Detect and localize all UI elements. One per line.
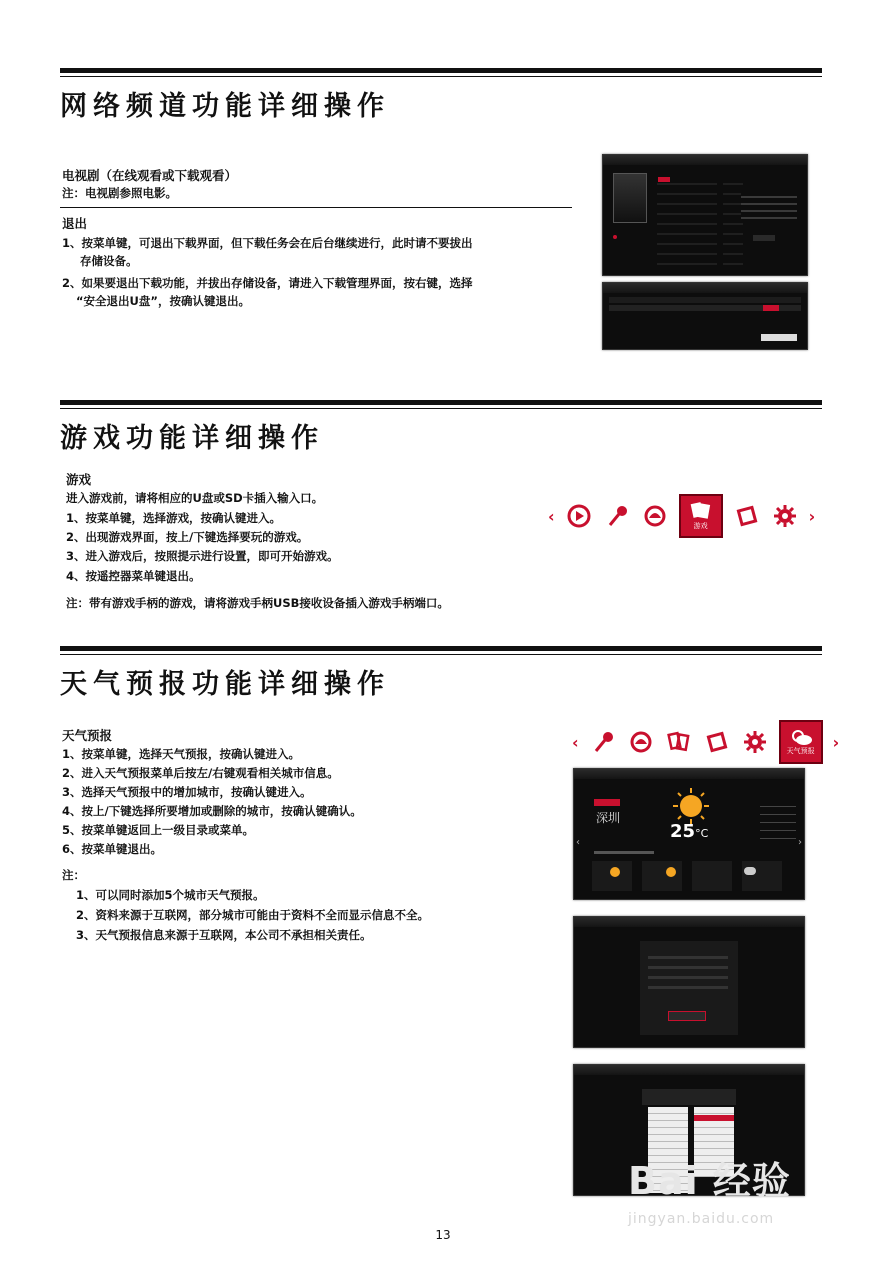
gear-icon — [771, 502, 799, 530]
instruction-line: 4、按遥控器菜单键退出。 — [66, 569, 201, 583]
chevron-left-icon: ‹ — [548, 506, 555, 526]
instruction-line: 2、如果要退出下载功能，并拔出存储设备，请进入下载管理界面，按右键，选择 — [62, 276, 473, 290]
page-number: 13 — [435, 1228, 451, 1242]
instruction-line: 2、进入天气预报菜单后按左/右键观看相关城市信息。 — [62, 766, 339, 780]
note-label: 注： — [62, 868, 85, 882]
note-item: 2、资料来源于互联网，部分城市可能由于资料不全而显示信息不全。 — [76, 908, 429, 922]
note-text: 注：电视剧参照电影。 — [62, 186, 177, 200]
weather-screenshot: 深圳 25°C ‹ › — [573, 768, 805, 900]
game-icon — [665, 728, 693, 756]
section-title: 游戏功能详细操作 — [60, 423, 324, 454]
gear-icon — [741, 728, 769, 756]
temperature: 25°C — [670, 821, 709, 842]
watermark — [628, 1150, 791, 1227]
note-text: 注：带有游戏手柄的游戏，请将游戏手柄USB接收设备插入游戏手柄端口。 — [66, 596, 449, 610]
globe-icon — [641, 502, 669, 530]
chevron-right-icon: › — [832, 732, 840, 752]
microphone-icon — [589, 728, 617, 756]
instruction-line: 5、按菜单键返回上一级目录或菜单。 — [62, 823, 254, 837]
microphone-icon — [603, 502, 631, 530]
section-rule — [60, 654, 822, 655]
instruction-line: “安全退出U盘”，按确认键退出。 — [76, 294, 250, 308]
section-title: 天气预报功能详细操作 — [60, 669, 390, 700]
section-rule — [60, 68, 822, 73]
section-rule — [60, 408, 822, 409]
instruction-line: 存储设备。 — [80, 254, 138, 268]
instruction-line: 1、按菜单键，选择天气预报，按确认键进入。 — [62, 747, 300, 761]
instruction-line: 进入游戏前，请将相应的U盘或SD卡插入输入口。 — [66, 491, 324, 505]
subsection-title: 游戏 — [66, 472, 92, 487]
section-rule — [60, 76, 822, 77]
tv-series-screenshot — [602, 154, 808, 276]
menu-icon-strip — [572, 720, 839, 764]
instruction-line: 4、按上/下键选择所要增加或删除的城市，按确认键确认。 — [62, 804, 362, 818]
subsection-title: 电视剧（在线观看或下载观看） — [62, 168, 238, 183]
globe-icon — [627, 728, 655, 756]
instruction-line: 1、按菜单键，可退出下载界面，但下载任务会在后台继续进行，此时请不要拔出 — [62, 236, 473, 250]
note-item: 1、可以同时添加5个城市天气预报。 — [76, 888, 265, 902]
city-name: 深圳 — [596, 811, 621, 825]
add-city-screenshot — [573, 916, 805, 1048]
instruction-line: 3、进入游戏后，按照提示进行设置，即可开始游戏。 — [66, 549, 339, 563]
subsection-title: 退出 — [62, 216, 88, 231]
chevron-left-icon: ‹ — [572, 732, 579, 752]
game-icon: 游戏 — [679, 494, 723, 538]
note-item: 3、天气预报信息来源于互联网，本公司不承担相关责任。 — [76, 928, 372, 942]
weather-icon: 天气预报 — [779, 720, 823, 764]
instruction-line: 1、按菜单键，选择游戏，按确认键进入。 — [66, 511, 281, 525]
watermark-url: jingyan.baidu.com — [628, 1211, 775, 1227]
watermark-brand: Bai 经验 — [628, 1159, 791, 1203]
card-icon — [703, 728, 731, 756]
instruction-line: 6、按菜单键退出。 — [62, 842, 163, 856]
divider — [60, 207, 572, 208]
download-manager-screenshot — [602, 282, 808, 350]
card-icon — [733, 502, 761, 530]
instruction-line: 2、出现游戏界面，按上/下键选择要玩的游戏。 — [66, 530, 309, 544]
menu-icon-strip — [548, 494, 815, 538]
section-rule — [60, 400, 822, 405]
play-icon — [565, 502, 593, 530]
section-title: 网络频道功能详细操作 — [60, 91, 390, 122]
subsection-title: 天气预报 — [62, 728, 113, 743]
sun-icon — [672, 787, 710, 825]
instruction-line: 3、选择天气预报中的增加城市，按确认键进入。 — [62, 785, 312, 799]
section-rule — [60, 646, 822, 651]
chevron-right-icon: › — [808, 506, 816, 526]
